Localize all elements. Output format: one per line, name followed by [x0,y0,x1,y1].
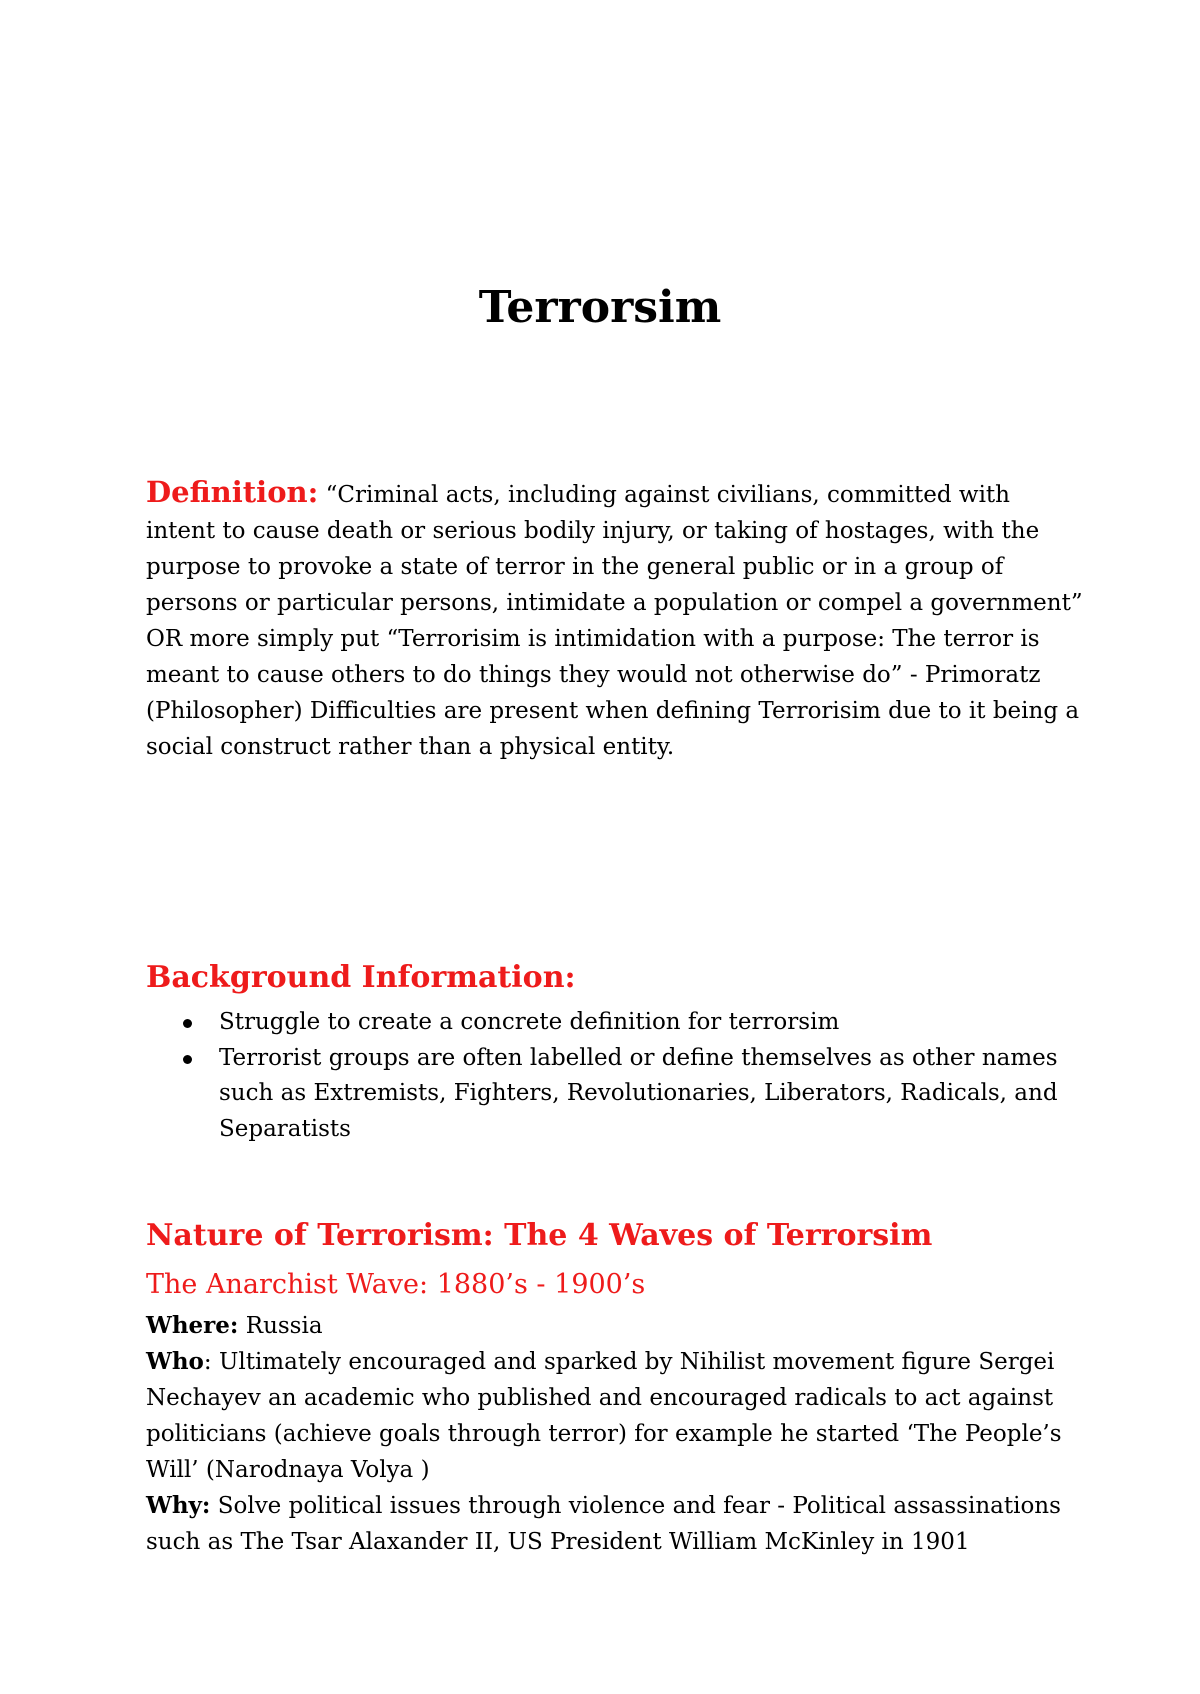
nature-heading: Nature of Terrorism: The 4 Waves of Terrorsim [146,1218,933,1253]
why-label: Why: [146,1492,211,1519]
list-item [146,1041,1086,1148]
bullet-icon [183,1055,192,1064]
who-text: : Ultimately encouraged and sparked by Nihilist movement figure Sergei Nechayev an academic who published and encouraged radicals to act against politicians (achieve goals through terror) for example he started ‘The People’s Will’ (Narodnaya Volya ) [146,1349,1062,1483]
where-label: Where: [146,1312,239,1339]
bullet-text: Terrorist groups are often labelled or define themselves as other names such as Extremists, Fighters, Revolutionaries, Liberators, Radicals, and Separatists [219,1044,1058,1142]
definition-paragraph [146,474,1086,765]
who-line [146,1344,1086,1488]
bullet-icon [183,1019,192,1028]
why-text: Solve political issues through violence and fear - Political assassinations such as The Tsar Alaxander II, US President William McKinley in 1901 [146,1493,1061,1555]
document-title: Terrorsim [478,282,722,333]
bullet-text: Struggle to create a concrete definition for terrorsim [219,1009,840,1035]
definition-label: Definition: [146,475,319,509]
why-line [146,1488,1086,1560]
background-bullet-list [146,1005,1086,1147]
definition-text: “Criminal acts, including against civilians, committed with intent to cause death or serious bodily injury, or taking of hostages, with the purpose to provoke a state of terror in the general public or in a group of persons or particular persons, intimidate a population or compel a government” OR more simply put “Terrorisim is intimidation with a purpose: The terror is meant to cause others to do things they would not otherwise do” - Primoratz (Philosopher) Difficulties are present when defining Terrorisim due to it being a social construct rather than a physical entity. [146,482,1083,760]
background-heading: Background Information: [146,960,576,995]
where-line [146,1308,1086,1344]
where-text: Russia [238,1313,323,1339]
wave-details [146,1308,1086,1560]
list-item [146,1005,1086,1041]
who-label: Who [146,1348,204,1375]
wave-heading: The Anarchist Wave: 1880’s - 1900’s [146,1269,646,1300]
